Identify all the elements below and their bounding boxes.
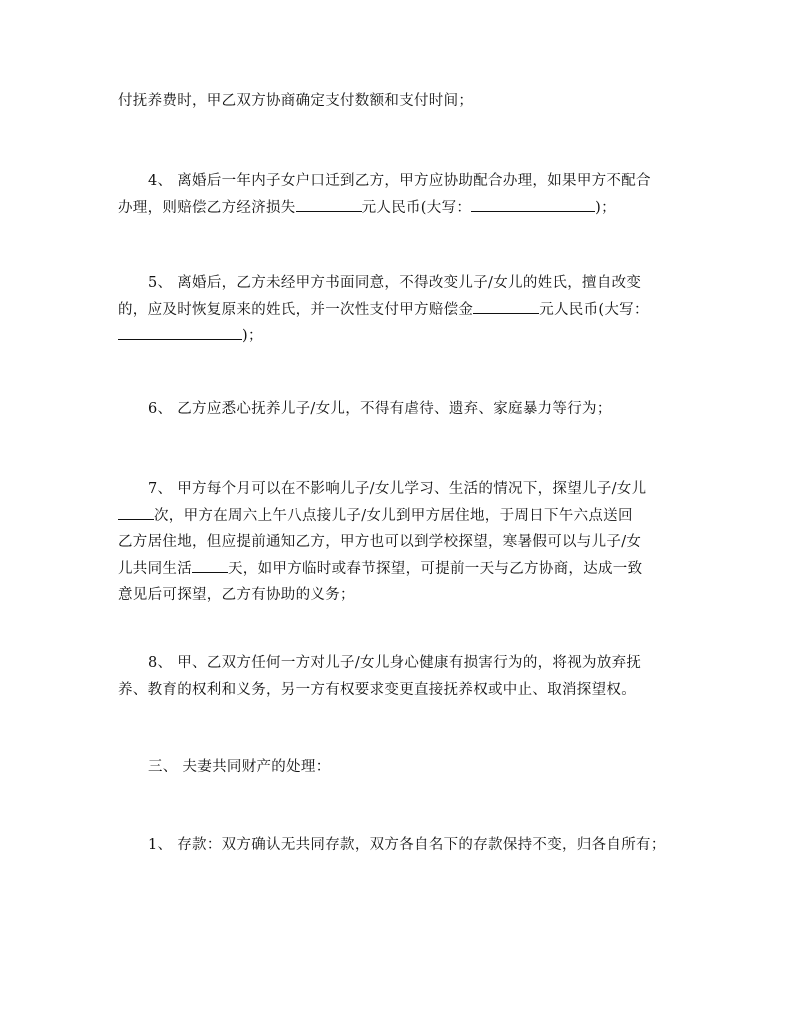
text-line: 养、教育的权利和义务，另一方有权要求变更直接抚养权或中止、取消探望权。 bbox=[118, 681, 636, 698]
paragraph-section3-item-1 bbox=[118, 832, 690, 859]
section-heading bbox=[118, 754, 690, 781]
fill-in-blank bbox=[296, 197, 362, 212]
fill-in-blank bbox=[192, 558, 228, 573]
text-line: 1、 存款：双方确认无共同存款，双方各自名下的存款保持不变，归各自所有； bbox=[148, 837, 666, 853]
text-line: 意见后可探望，乙方有协助的义务； bbox=[118, 587, 355, 603]
text-segment: )； bbox=[242, 328, 263, 344]
fill-in-blank bbox=[471, 197, 595, 212]
fill-in-blank bbox=[118, 505, 154, 520]
text-line: 7、 甲方每个月可以在不影响儿子/女儿学习、生活的情况下，探望儿子/女儿 bbox=[148, 481, 647, 497]
text-line: 4、 离婚后一年内子女户口迁到乙方，甲方应协助配合办理，如果甲方不配合 bbox=[148, 173, 651, 189]
text-segment: 儿共同生活 bbox=[118, 560, 192, 577]
text-line bbox=[118, 556, 690, 583]
text-segment: 元人民币(大写： bbox=[539, 301, 649, 318]
fill-in-blank bbox=[118, 325, 242, 340]
text-segment: 的，应及时恢复原来的姓氏，并一次性支付甲方赔偿金 bbox=[118, 301, 474, 318]
text-line: 8、 甲、乙双方任何一方对儿子/女儿身心健康有损害行为的，将视为放弃抚 bbox=[148, 655, 642, 671]
text-segment: )； bbox=[595, 199, 616, 216]
paragraph-continuation bbox=[118, 88, 690, 115]
fill-in-blank bbox=[473, 299, 539, 314]
text-line: 付抚养费时，甲乙双方协商确定支付数额和支付时间； bbox=[118, 93, 474, 109]
text-segment: 元人民币(大写： bbox=[361, 199, 472, 216]
text-line: 5、 离婚后，乙方未经甲方书面同意，不得改变儿子/女儿的姓氏，擅自改变 bbox=[148, 275, 642, 291]
text-line bbox=[118, 503, 690, 530]
text-line bbox=[118, 323, 690, 350]
paragraph-item-8 bbox=[118, 650, 690, 703]
text-line: 乙方居住地，但应提前通知乙方，甲方也可以到学校探望，寒暑假可以与儿子/女 bbox=[118, 534, 642, 550]
section-title: 三、 夫妻共同财产的处理： bbox=[148, 759, 331, 775]
text-segment: 天，如甲方临时或春节探望，可提前一天与乙方协商，达成一致 bbox=[228, 560, 643, 577]
paragraph-item-5 bbox=[118, 270, 690, 350]
paragraph-item-4 bbox=[118, 168, 690, 221]
text-line bbox=[118, 297, 690, 324]
text-line bbox=[118, 195, 690, 222]
paragraph-item-7 bbox=[118, 476, 690, 609]
paragraph-item-6 bbox=[118, 396, 690, 423]
text-line: 6、 乙方应悉心抚养儿子/女儿，不得有虐待、遗弃、家庭暴力等行为； bbox=[148, 401, 612, 417]
text-segment: 办理，则赔偿乙方经济损失 bbox=[118, 199, 296, 216]
text-segment: 次，甲方在周六上午八点接儿子/女儿到甲方居住地，于周日下午六点送回 bbox=[154, 507, 633, 524]
